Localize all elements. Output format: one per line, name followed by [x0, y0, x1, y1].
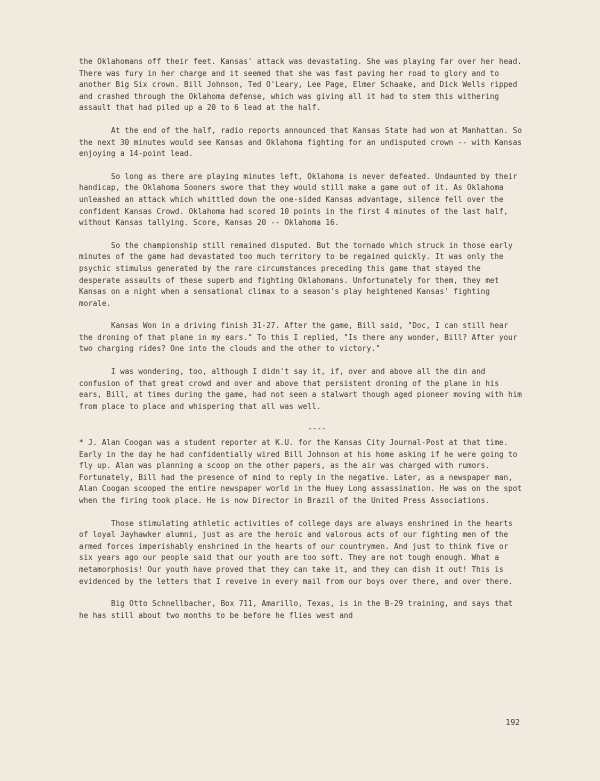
footnote: * J. Alan Coogan was a student reporter at K.U. for the Kansas City Journal-Post at that time. Early in the day he had confidentially wired Bill Johnson at his home asking if he were going to fly up. Alan was planning a scoop on the other papers, as the air was charged with rumors. Fortunately, Bill had the presence of mind to reply in the negative. Later, as a newspaper man, Alan Coogan scooped the entire newspaper world in the Huey Long assassination. He was on the spot when the firing took place. He is now Director in Brazil of the United Press Associations. [79, 438, 522, 505]
paragraph: Kansas Won in a driving finish 31-27. After the game, Bill said, "Doc, I can still hear the droning of that plane in my ears." To this I replied, "Is there any wonder, Bill? After your two charging rides? One into the clouds and the other to victory." [79, 321, 518, 354]
page-number: 192 [505, 718, 520, 727]
paragraph: Those stimulating athletic activities of college days are always enshrined in the hearts of loyal Jayhawker alumni, just as are the heroic and valorous acts of our fighting men of the armed forces imperishably enshrined in the hearts of our countrymen. And just to think five or six years ago our people said that our youth are too soft. They are not tough enough. What a metamorphosis! Our youth have proved that they can take it, and they can dish it out! This is evidenced by the letters that I reveive in every mail from our boys over there, and over there. [79, 518, 513, 586]
paragraph: So the championship still remained disputed. But the tornado which struck in those early minutes of the game had devastated too much territory to be regained quickly. It was only the psychic stimulus generated by the rare circumstances preceding this game that stayed the desperate assaults of these superb and fighting Oklahomans. Unfortunately for them, they met Kansas on a night when a sensational climax to a season's play heightened Kansas' fighting morale. [79, 240, 513, 308]
typewritten-body [79, 56, 525, 632]
footnote-divider: ---- [307, 424, 327, 434]
paragraph: Big Otto Schnellbacher, Box 711, Amarillo, Texas, is in the B-29 training, and says that he has still about two months to be before he flies west and [79, 599, 513, 620]
paragraph: the Oklahomans off their feet. Kansas' attack was devastating. She was playing far over her head. There was fury in her charge and it seemed that she was fast paving her road to glory and to another Big Six crown. Bill Johnson, Ted O'Leary, Lee Page, Elmer Schaake, and Dick Wells ripped and crashed through the Oklahoma defense, which was giving all it had to stem this withering assault that had piled up a 20 to 6 lead at the half. [79, 57, 522, 113]
paragraph: At the end of the half, radio reports announced that Kansas State had won at Manhattan. So the next 30 minutes would see Kansas and Oklahoma fighting for an undisputed crown -- with Kansas enjoying a 14-point lead. [79, 125, 522, 159]
paragraph: So long as there are playing minutes left, Oklahoma is never defeated. Undaunted by their handicap, the Oklahoma Sooners swore that they would still make a game out of it. As Oklahoma unleashed an attack which whittled down the one-sided Kansas advantage, silence fell over the confident Kansas Crowd. Oklahoma had scored 10 points in the first 4 minutes of the last half, without Kansas tallying. Score, Kansas 20 -- Oklahoma 16. [79, 171, 518, 228]
paragraph: I was wondering, too, although I didn't say it, if, over and above all the din and confusion of that great crowd and over and above that persistent droning of the plane in his ears, Bill, at times during the game, had not seen a stalwart though aged pioneer moving with him from place to place and whispering that all was well. [79, 367, 522, 411]
